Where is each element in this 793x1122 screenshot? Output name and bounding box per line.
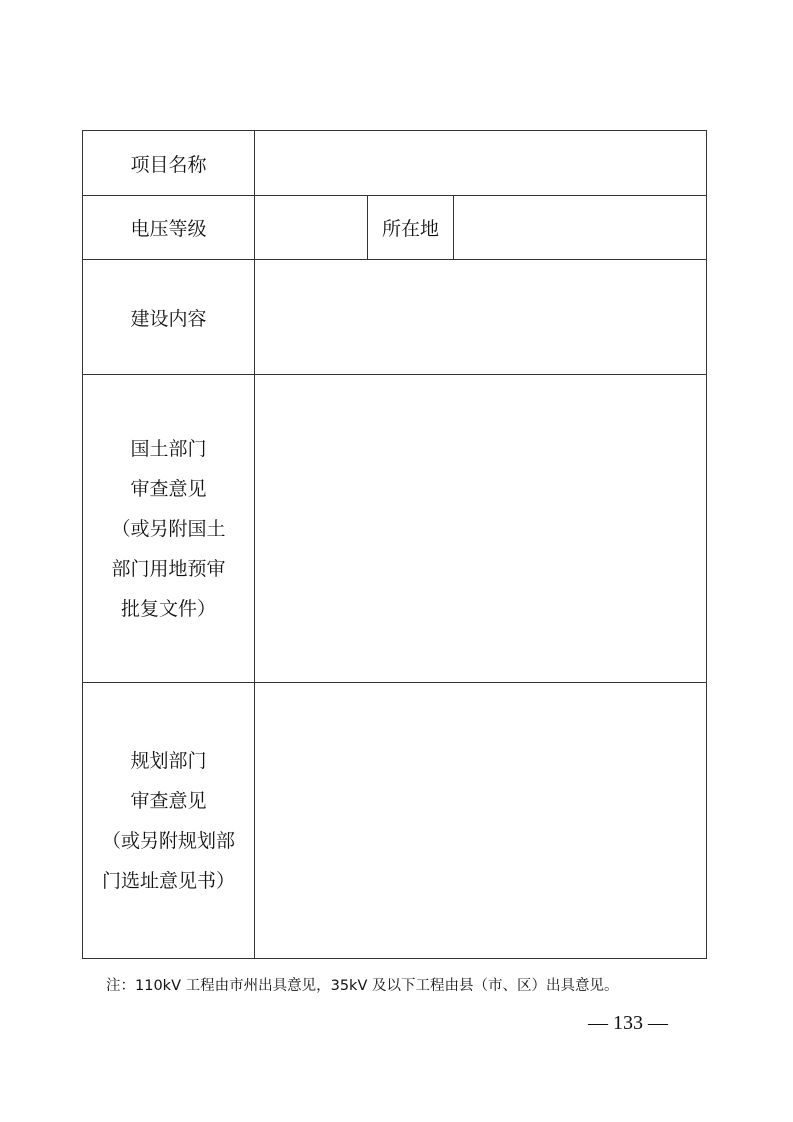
land-dept-line-5: 批复文件）: [120, 597, 216, 620]
row-land-dept: [83, 375, 707, 683]
construction-field[interactable]: [255, 260, 707, 375]
land-dept-line-2: 审查意见: [130, 477, 207, 500]
planning-dept-opinion-field[interactable]: [255, 683, 707, 959]
land-dept-line-3: （或另附国土: [111, 517, 226, 540]
planning-dept-line-1: 规划部门: [130, 749, 207, 772]
voltage-label: 电压等级: [83, 196, 255, 260]
project-name-field[interactable]: [255, 131, 707, 196]
footnote: 注：110kV 工程由市州出具意见，35kV 及以下工程由县（市、区）出具意见。: [106, 978, 619, 994]
row-project-name: [83, 131, 707, 196]
approval-form-table: [82, 130, 707, 959]
row-planning-dept: [83, 683, 707, 959]
location-label: 所在地: [368, 196, 454, 260]
planning-dept-line-3: （或另附规划部: [101, 829, 235, 852]
planning-dept-label: [83, 683, 255, 959]
planning-dept-line-2: 审查意见: [130, 789, 207, 812]
project-name-label: 项目名称: [83, 131, 255, 196]
land-dept-line-4: 部门用地预审: [111, 557, 226, 580]
land-dept-opinion-field[interactable]: [255, 375, 707, 683]
land-dept-label: [83, 375, 255, 683]
row-construction: [83, 260, 707, 375]
page-number: — 133 —: [588, 1012, 668, 1034]
planning-dept-line-4: 门选址意见书）: [101, 869, 235, 892]
land-dept-line-1: 国土部门: [130, 437, 207, 460]
voltage-field[interactable]: [255, 196, 368, 260]
location-field[interactable]: [454, 196, 707, 260]
construction-label: 建设内容: [83, 260, 255, 375]
row-voltage-location: [83, 196, 707, 260]
